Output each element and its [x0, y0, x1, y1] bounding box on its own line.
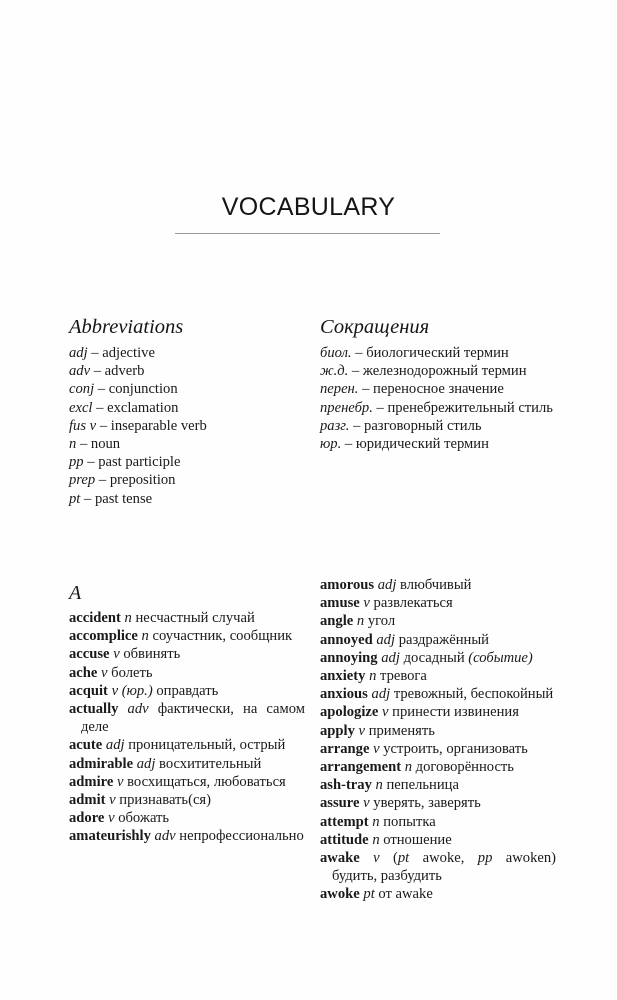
entry-translation: непрофессионально [179, 828, 304, 845]
entry-pos: adj [136, 755, 156, 772]
abbreviations-ru-list [320, 344, 556, 453]
dictionary-entry [69, 700, 305, 736]
entry-pos: adj [105, 737, 125, 754]
dictionary-entry [69, 809, 305, 827]
abbreviation: биол. [320, 345, 352, 361]
entry-pos: v [111, 682, 119, 699]
entry-translation: пепельница [386, 777, 459, 794]
entry-word: assure [320, 795, 360, 812]
abbreviation-dash: – [90, 363, 105, 380]
abbreviation-dash: – [349, 417, 365, 434]
entry-pos: n [356, 613, 365, 630]
abbreviation-row [69, 380, 305, 398]
abbreviation-row [69, 417, 305, 435]
entry-pt-form: awoke, [422, 850, 465, 867]
abbreviation-meaning: exclamation [107, 399, 179, 416]
entry-pos: n [404, 759, 413, 776]
entry-pos: v [363, 795, 370, 812]
dictionary-entry [320, 649, 556, 667]
entry-translation: болеть [111, 664, 153, 681]
entry-word: admire [69, 773, 114, 790]
entry-pos: v [109, 792, 116, 809]
abbreviation-dash: – [95, 472, 110, 489]
abbreviation: adv [69, 363, 91, 380]
dictionary-entry [320, 631, 556, 649]
abbreviation-meaning: past participle [98, 454, 181, 471]
entry-translation: принести извинения [392, 704, 519, 721]
entry-word: ache [69, 664, 98, 681]
entry-word: accuse [69, 646, 110, 663]
title-divider [175, 233, 440, 234]
entry-word: angle [320, 613, 354, 630]
abbreviation-row [69, 453, 305, 471]
entry-pos: v [382, 704, 389, 721]
entry-pos: adj [377, 577, 397, 593]
abbreviation-row [320, 417, 556, 435]
dictionary-entry [69, 645, 305, 663]
entry-translation: применять [368, 722, 435, 739]
dictionary-entry [320, 722, 556, 740]
entry-pos: n [375, 777, 383, 794]
entry-pos: adj [376, 631, 396, 648]
abbreviation-dash: – [87, 345, 103, 361]
entry-pt-label: pt [397, 850, 410, 867]
dictionary-left-column [69, 582, 305, 846]
entry-word: acquit [69, 682, 108, 699]
abbreviation-dash: – [358, 381, 374, 398]
abbreviation-meaning: adjective [102, 345, 155, 361]
abbreviations-en-section [69, 315, 305, 508]
abbreviation-row [69, 344, 305, 362]
dictionary-entry [320, 813, 556, 831]
entry-translation: раздражённый [398, 631, 489, 648]
dictionary-right-list [320, 576, 556, 849]
abbreviation-dash: – [92, 399, 108, 416]
abbreviation-meaning: железнодорожный термин [362, 363, 527, 380]
entry-word: ash-tray [320, 777, 372, 794]
entry-translation: устроить, организовать [383, 740, 528, 757]
abbreviation-row [69, 471, 305, 489]
entry-word: awake [320, 850, 360, 867]
abbreviation: n [69, 436, 77, 453]
entry-translation: досадный [403, 649, 465, 666]
abbreviation: перен. [320, 381, 359, 398]
entry-word: amorous [320, 577, 375, 593]
letter-heading: A [69, 582, 82, 604]
abbreviation-row [69, 490, 305, 508]
entry-translation: признавать(ся) [119, 792, 211, 809]
abbreviation-meaning: биологический термин [366, 345, 509, 361]
abbreviation: adj [69, 345, 88, 361]
abbreviations-ru-section [320, 315, 556, 453]
entry-translation: проницательный, острый [128, 737, 286, 754]
entry-translation: восхитительный [159, 755, 262, 772]
entry-translation: несчастный случай [135, 610, 255, 626]
entry-pp-label: pp [477, 850, 493, 867]
entry-translation: договорённость [415, 759, 514, 776]
entry-word: arrange [320, 740, 370, 757]
abbreviation: prep [69, 472, 96, 489]
dictionary-entry [69, 773, 305, 791]
entry-word: apply [320, 722, 355, 739]
dictionary-entry [320, 612, 556, 630]
dictionary-entry [69, 664, 305, 682]
abbreviation: excl [69, 399, 93, 416]
abbreviation-dash: – [348, 363, 363, 380]
abbreviations-en-list [69, 344, 305, 508]
dictionary-entry [69, 791, 305, 809]
dictionary-entry [320, 576, 556, 594]
abbreviation-meaning: inseparable verb [110, 417, 207, 434]
entry-translation: восхищаться, любоваться [127, 773, 286, 790]
entry-translation: отношение [383, 831, 452, 848]
abbreviation-meaning: adverb [104, 363, 145, 380]
dictionary-entry [320, 831, 556, 849]
entry-pos: v [101, 664, 108, 681]
entry-pos: adj [371, 686, 391, 703]
abbreviation: юр. [320, 436, 342, 453]
entry-paren-open: ( [393, 850, 398, 867]
dictionary-entry-awake [320, 849, 556, 885]
abbreviation-meaning: past tense [94, 490, 153, 507]
entry-translation: фактически, на самом деле [81, 701, 305, 736]
entry-word: amateurishly [69, 828, 151, 845]
entry-pos: v [373, 850, 380, 867]
abbreviations-ru-heading: Сокращения [320, 316, 430, 338]
abbreviation-meaning: preposition [109, 472, 176, 489]
entry-translation: обвинять [123, 646, 181, 663]
entry-word: arrangement [320, 759, 402, 776]
entry-word: adore [69, 810, 105, 827]
abbreviation-dash: – [351, 345, 367, 361]
entry-note: (юр.) [121, 682, 153, 699]
dictionary-right-column [320, 576, 556, 904]
entry-translation: тревожный, беспокойный [393, 686, 554, 703]
entry-word: attitude [320, 831, 369, 848]
abbreviation: пренебр. [320, 399, 373, 416]
entry-translation: обожать [118, 810, 170, 827]
abbreviation-row [69, 435, 305, 453]
dictionary-entry [320, 758, 556, 776]
entry-word: apologize [320, 704, 379, 721]
abbreviation-row [320, 399, 556, 417]
entry-pos: v [116, 773, 124, 790]
abbreviation-meaning: переносное значение [373, 381, 504, 398]
entry-word: amuse [320, 595, 360, 612]
entry-word: attempt [320, 813, 369, 830]
abbreviation-meaning: разговорный стиль [364, 417, 482, 434]
abbreviation: pt [69, 490, 81, 507]
abbreviation-meaning: юридический термин [355, 436, 489, 453]
abbreviation-row [320, 435, 556, 453]
entry-pos: n [372, 831, 380, 848]
dictionary-entry [69, 609, 305, 627]
entry-translation: уверять, заверять [373, 795, 481, 812]
entry-word: admirable [69, 755, 134, 772]
abbreviation-dash: – [80, 490, 95, 507]
entry-translation: влюбчивый [400, 577, 472, 593]
dictionary-entry [320, 740, 556, 758]
entry-word: acute [69, 737, 103, 754]
entry-translation: тревога [380, 668, 427, 685]
entry-word: anxious [320, 686, 368, 703]
abbreviations-en-heading: Abbreviations [69, 316, 184, 338]
entry-pos: adj [381, 649, 400, 666]
dictionary-left-list [69, 609, 305, 846]
entry-pos: v [358, 722, 366, 739]
abbreviation: разг. [320, 417, 350, 434]
dictionary-entry [69, 682, 305, 700]
abbreviation-dash: – [94, 381, 109, 398]
dictionary-entry [320, 794, 556, 812]
entry-word: annoying [320, 649, 378, 666]
page-title: VOCABULARY [221, 193, 396, 221]
dictionary-entry [320, 685, 556, 703]
abbreviation-dash: – [372, 399, 388, 416]
abbreviation-row [320, 344, 556, 362]
entry-pos: n [372, 813, 380, 830]
abbreviation-dash: – [96, 417, 111, 434]
abbreviation-row [69, 399, 305, 417]
dictionary-entry [320, 776, 556, 794]
entry-translation: будить, разбудить [332, 868, 442, 885]
entry-translation: попытка [383, 813, 436, 830]
abbreviation-meaning: conjunction [108, 381, 178, 398]
abbreviation: conj [69, 381, 95, 398]
abbreviation-meaning: noun [90, 436, 121, 453]
abbreviation-dash: – [83, 454, 99, 471]
entry-pos: adv [127, 701, 149, 718]
entry-tail: (событие) [468, 649, 533, 666]
entry-word: annoyed [320, 631, 373, 648]
abbreviation: ж.д. [320, 363, 349, 380]
dictionary-entry [320, 667, 556, 685]
abbreviation-row [320, 380, 556, 398]
dictionary-entry [320, 703, 556, 721]
abbreviation: fus v [69, 417, 97, 434]
entry-pos: adv [154, 828, 176, 845]
abbreviation-dash: – [341, 436, 356, 453]
abbreviation: pp [69, 454, 84, 471]
dictionary-entry [69, 827, 305, 845]
dictionary-entry [320, 594, 556, 612]
entry-pos: n [124, 610, 132, 626]
entry-word: admit [69, 792, 106, 809]
entry-pos: n [369, 668, 377, 685]
entry-word: awoke [320, 886, 360, 903]
dictionary-entry-awoke [320, 885, 556, 903]
entry-pos: pt [363, 886, 375, 903]
entry-pos: v [363, 595, 370, 612]
entry-word: accident [69, 610, 121, 626]
entry-translation: угол [367, 613, 396, 630]
entry-pos: v [373, 740, 380, 757]
entry-translation: от awake [378, 886, 433, 903]
dictionary-entry [69, 736, 305, 754]
entry-word: actually [69, 701, 119, 718]
abbreviation-row [69, 362, 305, 380]
entry-word: accomplice [69, 628, 138, 645]
dictionary-entry [69, 627, 305, 645]
abbreviation-meaning: пренебрежительный стиль [387, 399, 553, 416]
abbreviation-row [320, 362, 556, 380]
entry-pos: n [141, 628, 149, 645]
entry-pos: v [113, 646, 120, 663]
dictionary-entry [69, 755, 305, 773]
entry-pos: v [108, 810, 115, 827]
abbreviation-dash: – [76, 436, 91, 453]
entry-pp-form: awoken) [505, 850, 556, 867]
entry-translation: развлекаться [373, 595, 453, 612]
entry-word: anxiety [320, 668, 366, 685]
entry-translation: соучастник, сообщник [152, 628, 293, 645]
entry-translation: оправдать [156, 682, 219, 699]
